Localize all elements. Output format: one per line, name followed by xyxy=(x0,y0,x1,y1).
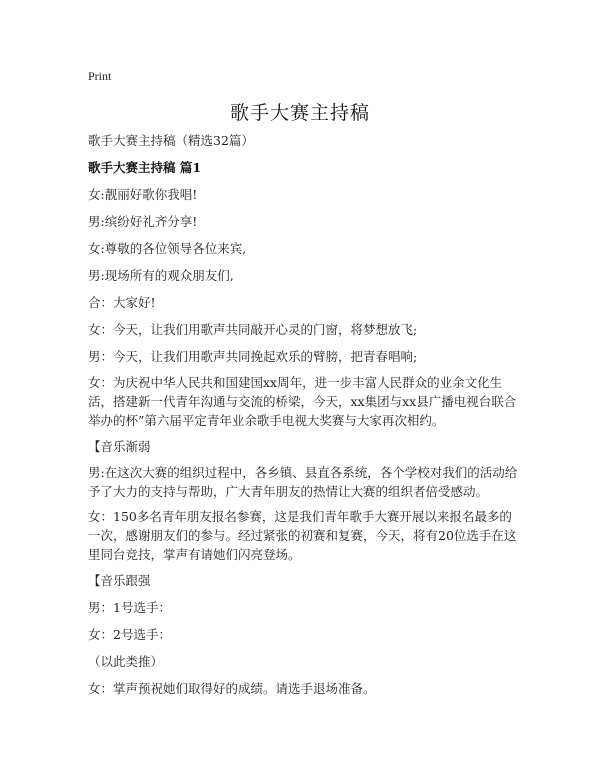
script-line: 女:靓丽好歌你我唱! xyxy=(88,187,198,202)
script-line: 男：今天，让我们用歌声共同挽起欢乐的臂膀，把青春唱响; xyxy=(88,349,418,364)
script-line: 女：2号选手： xyxy=(88,627,171,642)
script-paragraph: 女：为庆祝中华人民共和国建国xx周年，进一步丰富人民群众的业余文化生活，搭建新一代青年沟通与交流的桥梁，今天，xx集团与xx县广播电视台联合举办的杯”第六届平定青年业余歌手电视大奖赛与大家再次相约。 xyxy=(88,375,517,428)
print-link[interactable]: Print xyxy=(88,69,112,83)
script-paragraph: 男:在这次大赛的组织过程中，各乡镇、县直各系统，各个学校对我们的活动给予了大力的支持与帮助，广大青年朋友的热情让大赛的组织者倍受感动。 xyxy=(88,465,518,499)
document-body xyxy=(88,130,518,705)
script-line: 男:现场所有的观众朋友们, xyxy=(88,268,234,283)
script-line: 合：大家好! xyxy=(88,295,156,310)
script-line: 女:尊敬的各位领导各位来宾, xyxy=(88,241,247,256)
script-paragraph: 女：150多名青年朋友报名参赛，这是我们青年歌手大赛开展以来报名最多的一次，感谢朋友们的参与。经过紧张的初赛和复赛，今天，将有20位选手在这里同台竞技，掌声有请她们闪亮登场。 xyxy=(88,509,517,562)
script-line: 男：1号选手： xyxy=(88,600,171,615)
stage-direction: 【音乐渐弱 xyxy=(88,439,151,454)
section-heading: 歌手大赛主持稿 篇1 xyxy=(88,160,202,175)
subtitle: 歌手大赛主持稿（精选32篇） xyxy=(88,133,254,148)
document-title: 歌手大赛主持稿 xyxy=(229,102,370,124)
script-line: （以此类推） xyxy=(88,654,164,669)
script-line: 女：掌声预祝她们取得好的成绩。请选手退场准备。 xyxy=(88,681,376,696)
stage-direction: 【音乐跟强 xyxy=(88,573,151,588)
script-line: 女：今天，让我们用歌声共同敲开心灵的门窗，将梦想放飞; xyxy=(88,322,418,337)
script-line: 男:缤纷好礼齐分享! xyxy=(88,214,198,229)
